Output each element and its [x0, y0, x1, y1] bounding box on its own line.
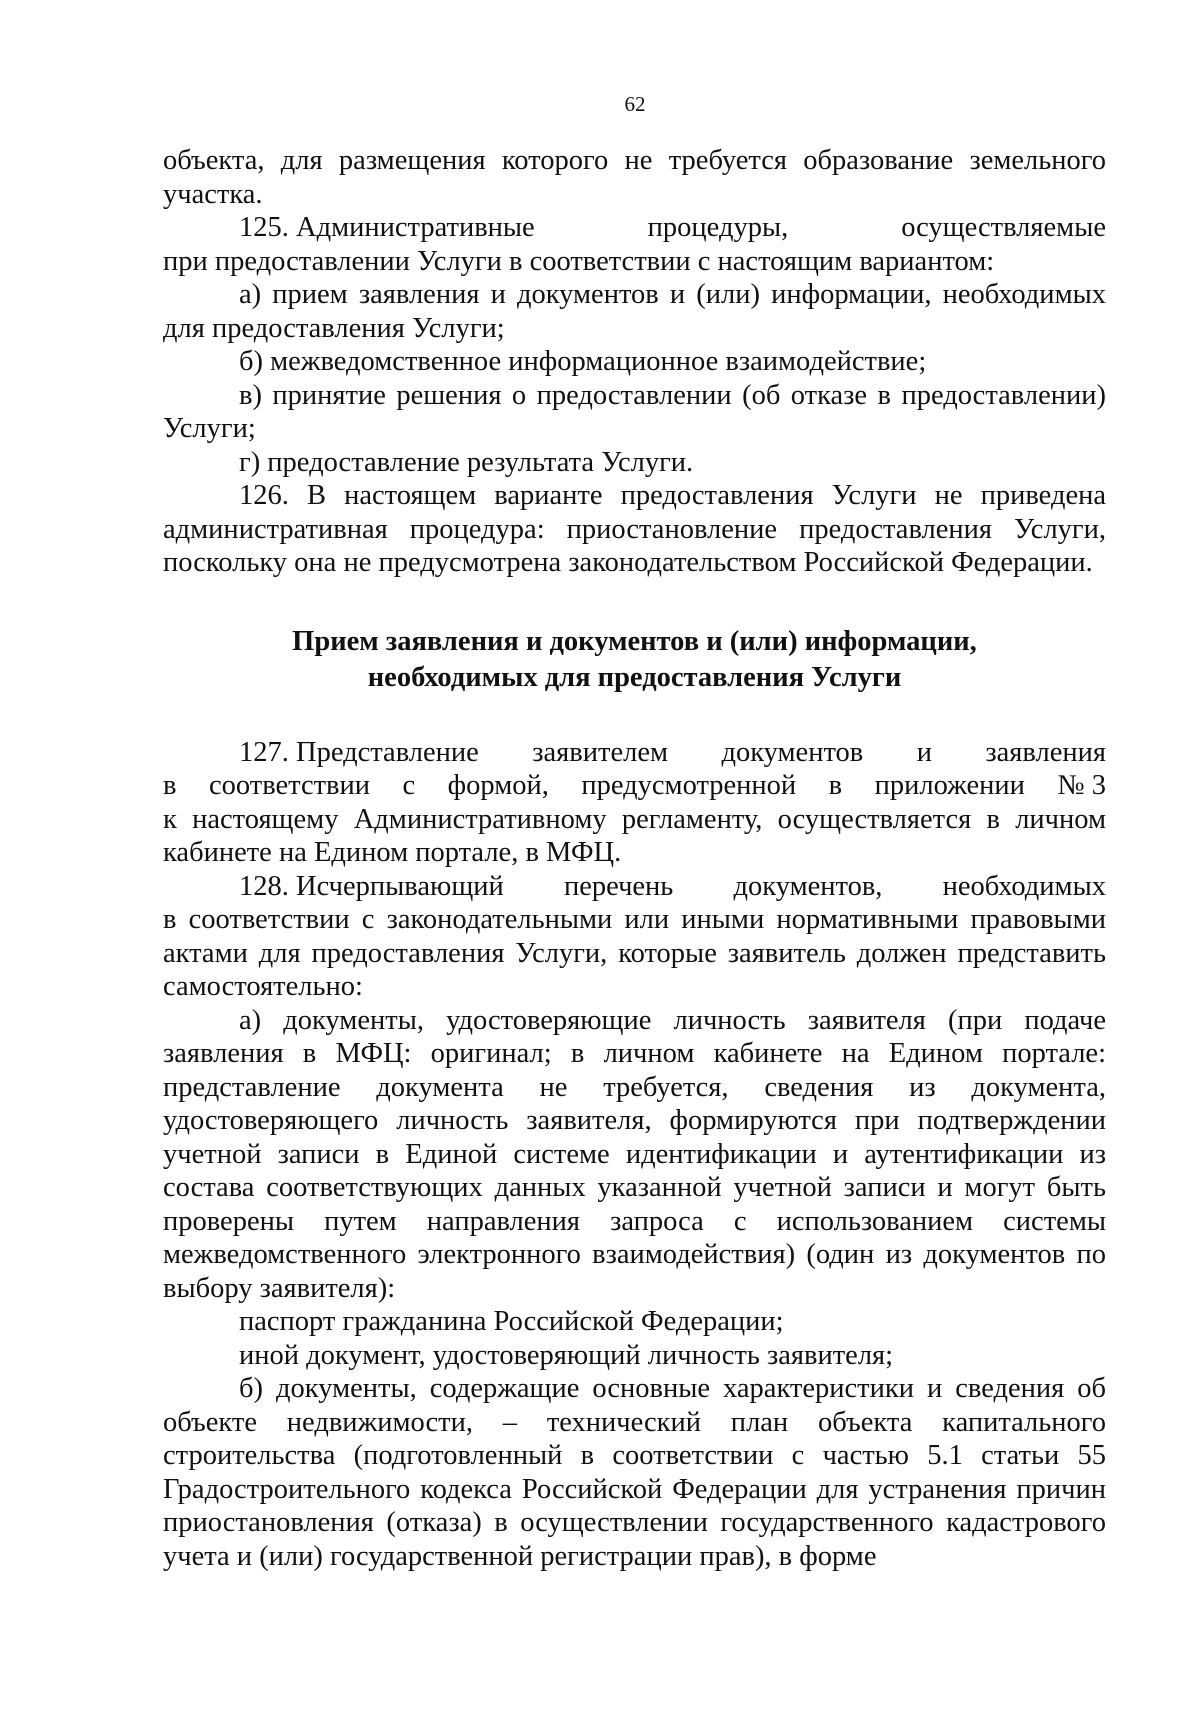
document-body [163, 144, 1106, 1573]
word: приложении [874, 770, 1025, 801]
word: формой, [447, 770, 549, 801]
section-heading-line-2: необходимых для предоставления Услуги [367, 661, 902, 693]
word: документов, [733, 870, 883, 902]
word: 125. Административные [239, 212, 535, 243]
word: 127. Представление [239, 736, 479, 768]
word: № 3 [1057, 770, 1106, 801]
paragraph-127-rest: к настоящему Административному регламенту, осуществляется в личном кабинете на Едином портале, в МФЦ. [163, 803, 1106, 868]
paragraph-128-item-b: б) документы, содержащие основные характеристики и сведения об объекте недвижимости, – технический план объекта капитального строительства (подготовленный в соответствии с частью 5.1 статьи 55 Градостроительного кодекса Российской Федерации для устранения причин приостановления (отказа) в осуществлении государственного кадастрового учета и (или) государственной регистрации прав), в форме [163, 1373, 1106, 1572]
paragraph-continuation: объекта, для размещения которого не требуется образование земельного участка. [163, 145, 1106, 210]
word: документов [721, 736, 864, 768]
word: необходимых [942, 870, 1106, 902]
paragraph-125-item-v: в) принятие решения о предоставлении (об отказе в предоставлении) Услуги; [163, 379, 1106, 444]
section-heading-line-1: Прием заявления и документов и (или) информации, [292, 625, 977, 657]
paragraph-126: 126. В настоящем варианте предоставления Услуги не приведена административная процедура: приостановление предоставления Услуги, поскольку она не предусмотрена законодательством Российской Федерации. [163, 480, 1106, 578]
paragraph-127-line-1 [163, 736, 1106, 770]
word: процедуры, [647, 212, 789, 243]
word: и [916, 736, 932, 768]
word: в [828, 770, 843, 801]
section-heading [163, 624, 1106, 696]
paragraph-127-line-2 [163, 769, 1106, 803]
word: заявления [985, 736, 1106, 768]
paragraph-128-rest: в соответствии с законодательными или иными нормативными правовыми актами для предоставления Услуги, которые заявитель должен представить самостоятельно: [163, 904, 1106, 1002]
word: соответствии [208, 770, 371, 801]
word: осуществляемые [901, 212, 1106, 243]
word: в [163, 770, 177, 801]
word: 128. Исчерпывающий [239, 870, 504, 902]
paragraph-128-item-a: а) документы, удостоверяющие личность заявителя (при подаче заявления в МФЦ: оригинал; в личном кабинете на Едином портале: представление документа не требуется, сведения из документа, удостоверяющего личность заявителя, формируются при подтверждении учетной записи в Единой системе идентификации и аутентификации из состава соответствующих данных указанной учетной записи и могут быть проверены путем направления запроса с использованием системы межведомственного электронного взаимодействия) (один из документов по выбору заявителя): [163, 1004, 1106, 1304]
paragraph-128 [163, 870, 1106, 1004]
word: заявителем [532, 736, 669, 768]
paragraph-125 [163, 211, 1106, 278]
paragraph-128-item-a-option-2: иной документ, удостоверяющий личность заявителя; [239, 1339, 894, 1371]
paragraph-128-first-line [163, 870, 1106, 904]
paragraph-125-item-a: а) прием заявления и документов и (или) информации, необходимых для предоставления Услуги; [163, 279, 1106, 344]
word: предусмотренной [581, 770, 797, 801]
paragraph-127 [163, 736, 1106, 870]
paragraph-125-first-line [163, 211, 1106, 245]
word: с [402, 770, 416, 801]
paragraph-125-item-g: г) предоставление результата Услуги. [239, 446, 694, 478]
page-number: 62 [624, 92, 646, 116]
paragraph-125-rest: при предоставлении Услуги в соответствии с настоящим вариантом: [163, 245, 995, 277]
paragraph-125-item-b: б) межведомственное информационное взаимодействие; [239, 346, 927, 377]
word: перечень [563, 870, 674, 902]
paragraph-128-item-a-option-1: паспорт гражданина Российской Федерации; [239, 1306, 784, 1337]
